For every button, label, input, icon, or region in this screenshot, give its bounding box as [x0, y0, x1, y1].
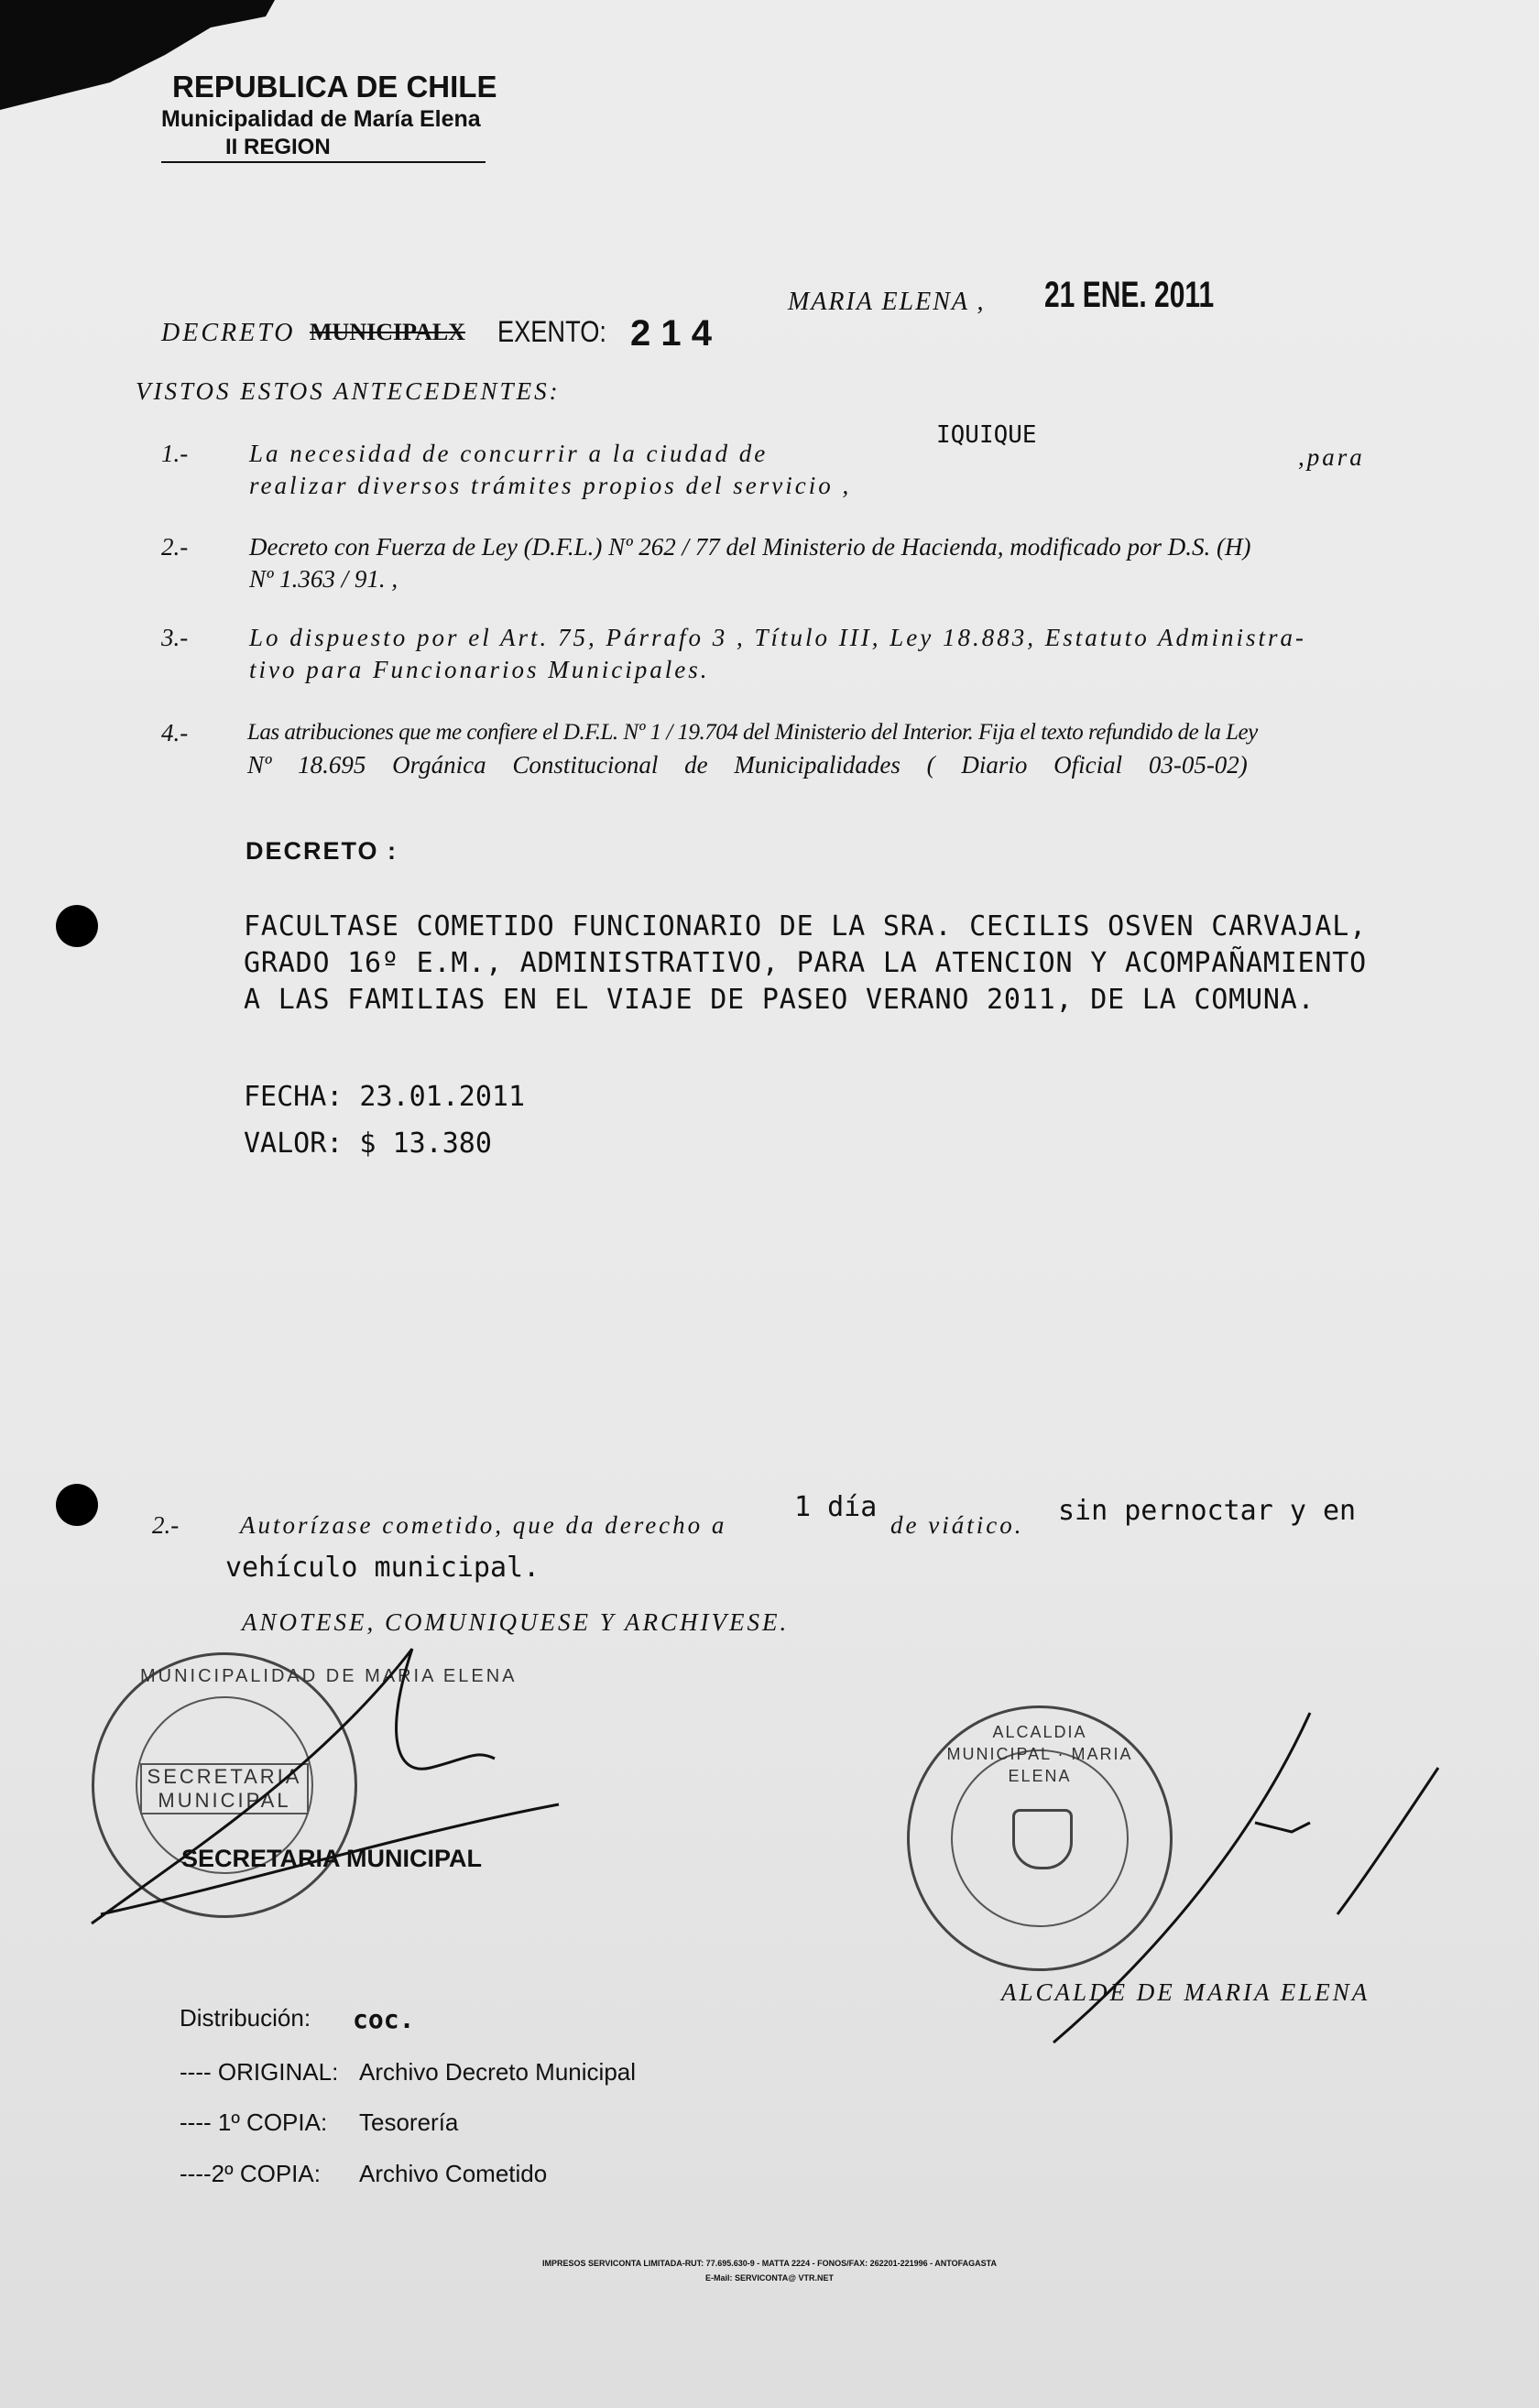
- item-text: La necesidad de concurrir a la ciudad de: [249, 440, 769, 467]
- closing-text: ANOTESE, COMUNIQUESE Y ARCHIVESE.: [242, 1608, 790, 1636]
- item-text: Nº 18.695 Orgánica Constitucional de Municipalidades ( Diario Oficial 03-05-02): [247, 751, 1248, 779]
- item-text: Autorízase cometido, que da derecho a: [240, 1511, 727, 1539]
- seal-ring-text: MUNICIPALIDAD DE MARIA ELENA: [140, 1666, 518, 1686]
- exento-label: EXENTO:: [497, 315, 606, 348]
- decreto-body-line: FACULTASE COMETIDO FUNCIONARIO DE LA SRA. CECILIS OSVEN CARVAJAL,: [244, 910, 1367, 942]
- printer-line-2: E-Mail: SERVICONTA@ VTR.NET: [705, 2273, 834, 2283]
- item-number: 3.-: [161, 624, 189, 651]
- item-text: realizar diversos trámites propios del servicio ,: [249, 472, 852, 499]
- seal-ring-text: ALCALDIA MUNICIPAL · MARIA ELENA: [946, 1723, 1133, 1785]
- distribution-typed: coc.: [353, 2004, 415, 2034]
- days-typed: 1 día: [794, 1491, 878, 1523]
- printer-line-1: IMPRESOS SERVICONTA LIMITADA-RUT: 77.695.630-9 - MATTA 2224 - FONOS/FAX: 262201-221996 - ANTOFAGASTA: [542, 2259, 997, 2268]
- item-number: 2.-: [152, 1511, 180, 1539]
- item-text: Nº 1.363 / 91. ,: [249, 565, 398, 593]
- item-text: Las atribuciones que me confiere el D.F.L. Nº 1 / 19.704 del Ministerio del Interior. Fija el texto refundido de la Ley: [247, 720, 1258, 745]
- item-text: Decreto con Fuerza de Ley (D.F.L.) Nº 262 / 77 del Ministerio de Hacienda, modificado por D.S. (H): [249, 533, 1251, 561]
- item-text: de viático.: [890, 1511, 1024, 1539]
- header-republica: REPUBLICA DE CHILE: [172, 70, 497, 104]
- secretaria-title: SECRETARIA MUNICIPAL: [181, 1845, 482, 1872]
- header-municipalidad: Municipalidad de María Elena: [161, 106, 481, 132]
- decree-struck-word: MUNICIPALX: [310, 319, 465, 345]
- item-text: Lo dispuesto por el Art. 75, Párrafo 3 , Título III, Ley 18.883, Estatuto Administra-: [249, 624, 1307, 651]
- distribution-label: Distribución:: [180, 2004, 311, 2032]
- valor: VALOR: $ 13.380: [244, 1128, 492, 1160]
- city-typed: IQUIQUE: [936, 421, 1037, 449]
- alcalde-title: ALCALDE DE MARIA ELENA: [1001, 1978, 1370, 2006]
- item-text: tivo para Funcionarios Municipales.: [249, 656, 710, 683]
- distribution-value: Archivo Decreto Municipal: [359, 2058, 637, 2086]
- distribution-prefix: ---- ORIGINAL:: [180, 2058, 339, 2086]
- header-region: II REGION: [225, 135, 331, 159]
- typed-text: sin pernoctar y en: [1058, 1495, 1357, 1527]
- item-number: 2.-: [161, 533, 189, 561]
- vistos-heading: VISTOS ESTOS ANTECEDENTES:: [136, 377, 561, 405]
- header-underline: [161, 161, 486, 163]
- punch-hole: [56, 1484, 98, 1526]
- item-text: ,para: [1298, 443, 1365, 471]
- distribution-value: Archivo Cometido: [359, 2160, 548, 2187]
- secretary-signature: [82, 1621, 595, 1933]
- mayor-signature: [1035, 1704, 1457, 2052]
- seal-center-text: SECRETARIA MUNICIPAL: [140, 1763, 309, 1814]
- decreto-heading: DECRETO :: [246, 837, 398, 865]
- decreto-body-line: GRADO 16º E.M., ADMINISTRATIVO, PARA LA ATENCION Y ACOMPAÑAMIENTO: [244, 947, 1367, 979]
- fecha: FECHA: 23.01.2011: [244, 1081, 526, 1113]
- item-number: 1.-: [161, 440, 189, 467]
- decree-label: DECRETO: [161, 319, 296, 347]
- place-label: MARIA ELENA ,: [788, 288, 986, 316]
- decree-number: 2 1 4: [630, 313, 712, 354]
- punch-hole: [56, 905, 98, 947]
- distribution-value: Tesorería: [359, 2108, 459, 2136]
- decreto-body-line: A LAS FAMILIAS EN EL VIAJE DE PASEO VERANO 2011, DE LA COMUNA.: [244, 984, 1315, 1016]
- item-number: 4.-: [161, 719, 189, 746]
- typed-text: vehículo municipal.: [225, 1552, 540, 1584]
- distribution-prefix: ----2º COPIA:: [180, 2160, 321, 2187]
- date-stamp: 21 ENE. 2011: [1044, 275, 1215, 315]
- distribution-prefix: ---- 1º COPIA:: [180, 2108, 328, 2136]
